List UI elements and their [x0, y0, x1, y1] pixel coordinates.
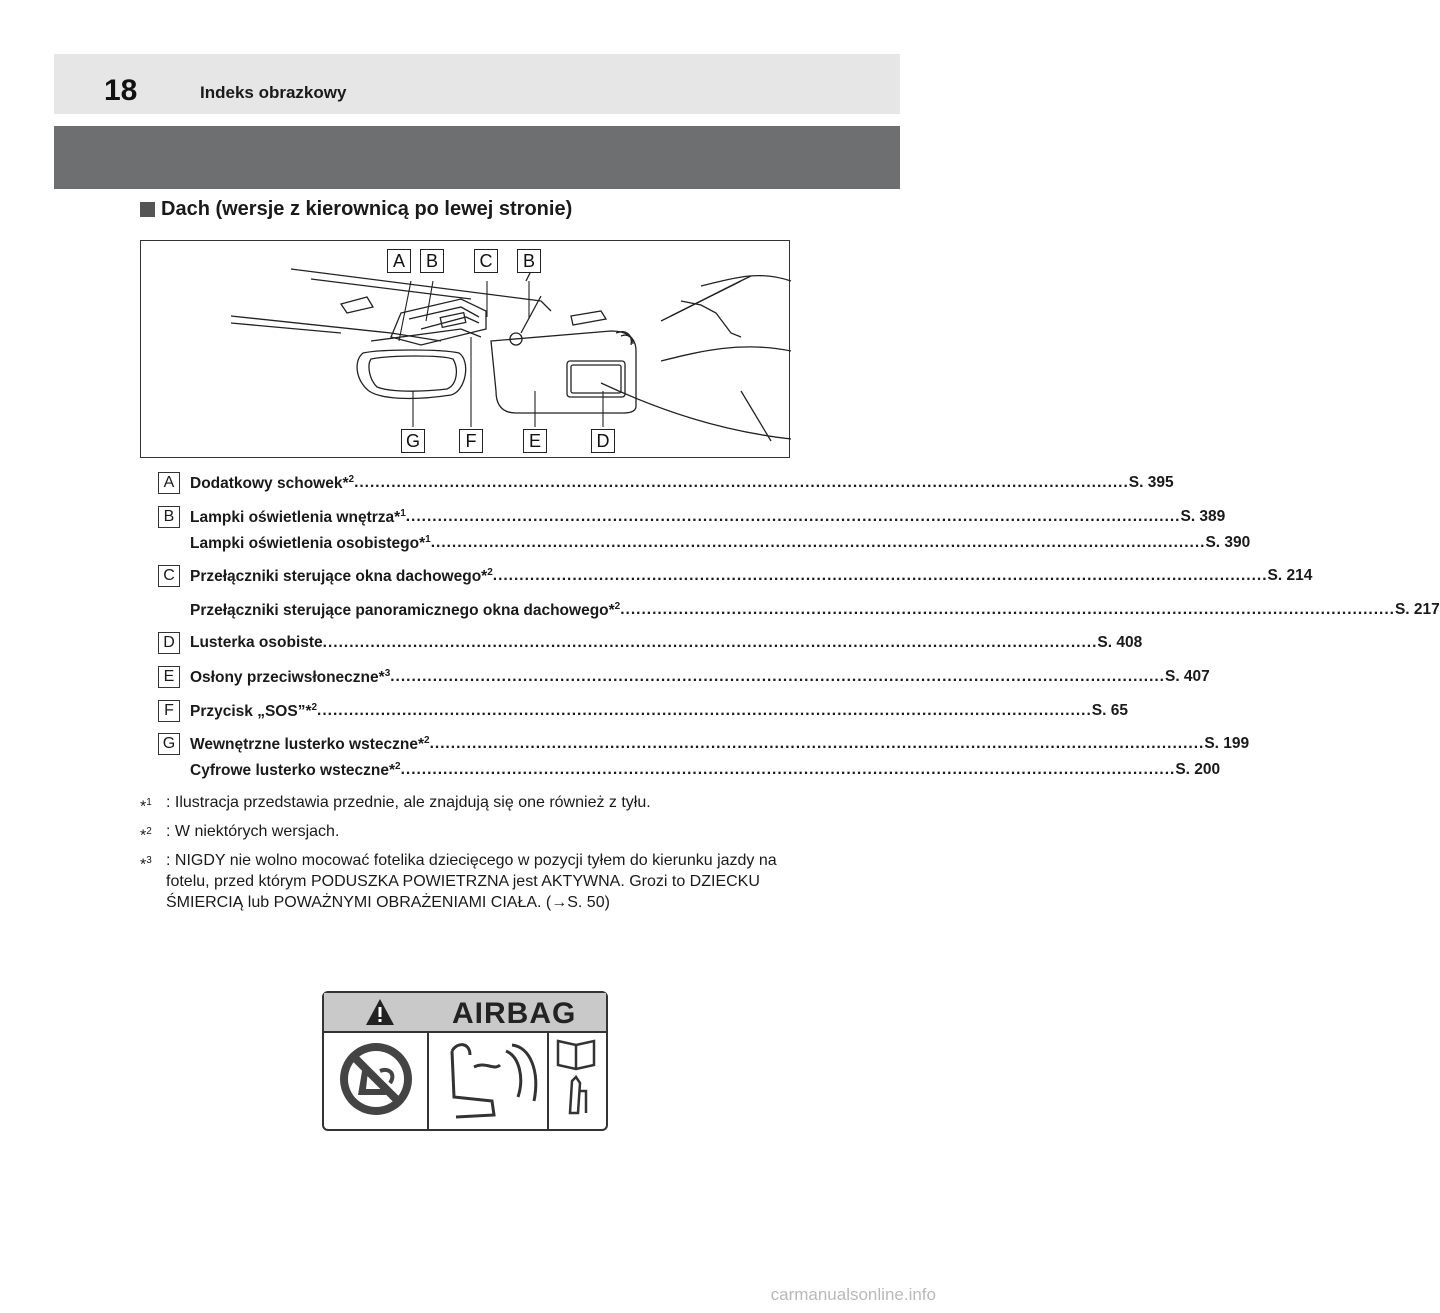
page-reference: S. 65	[1091, 702, 1128, 719]
legend-row	[158, 733, 1250, 757]
page-reference: S. 389	[1180, 508, 1226, 525]
legend-row	[158, 666, 1210, 690]
legend-label: Lampki oświetlenia wnętrza*$^1$	[190, 508, 406, 527]
footnote-mark: *$^2$	[140, 826, 152, 845]
page-reference: S. 217	[1394, 601, 1440, 618]
legend-key-badge: C	[158, 565, 180, 587]
legend-entry	[190, 567, 1313, 586]
legend-key-badge: B	[158, 506, 180, 528]
legend-label: Przycisk „SOS”*$^2$	[190, 702, 318, 721]
legend-entry	[190, 702, 1128, 721]
callout-a: A	[387, 249, 411, 273]
legend-row	[158, 632, 1143, 656]
footnote-mark: *$^3$	[140, 855, 152, 874]
legend-label: Przełączniki sterujące okna dachowego*$^2$	[190, 567, 493, 586]
roof-illustration	[141, 241, 791, 459]
section-heading-text: Dach (wersje z kierownicą po lewej stronie)	[161, 198, 573, 220]
callout-c: C	[474, 249, 498, 273]
legend-label: Osłony przeciwsłoneczne*$^3$	[190, 668, 391, 687]
legend-key-badge: A	[158, 472, 180, 494]
callout-f: F	[459, 429, 483, 453]
seat-airbag-icon	[452, 1045, 536, 1117]
legend-label: Wewnętrzne lusterko wsteczne*$^2$	[190, 735, 430, 754]
legend-label: Lusterka osobiste	[190, 634, 323, 651]
airbag-warning-label	[322, 991, 608, 1131]
callout-d: D	[591, 429, 615, 453]
footnote-mark: *$^1$	[140, 797, 152, 816]
leader-dots: ..................................................................................................................................................	[354, 474, 1129, 491]
no-rear-facing-seat-icon	[340, 1043, 412, 1115]
legend-row	[158, 759, 1221, 783]
leader-dots: ..................................................................................................................................................	[492, 567, 1268, 584]
footnotes	[140, 792, 780, 921]
callout-b: B	[420, 249, 444, 273]
callout-e: E	[523, 429, 547, 453]
roof-diagram	[140, 240, 790, 458]
legend-entry	[190, 474, 1174, 493]
leader-dots: ..................................................................................................................................................	[322, 634, 1098, 651]
footnote-1	[140, 792, 780, 816]
legend-row	[158, 472, 1174, 496]
page-reference: S. 214	[1267, 567, 1313, 584]
callout-g: G	[401, 429, 425, 453]
leader-dots: ..................................................................................................................................................	[400, 761, 1176, 778]
leader-dots: ..................................................................................................................................................	[620, 601, 1395, 618]
legend-entry	[190, 735, 1250, 754]
legend-key-badge: E	[158, 666, 180, 688]
footnote-text: : W niektórych wersjach.	[166, 823, 340, 840]
legend-key-badge: F	[158, 700, 180, 722]
square-bullet-icon	[140, 202, 155, 217]
header-bar	[54, 54, 900, 114]
legend-entry	[190, 761, 1221, 780]
page-reference: S. 390	[1205, 534, 1251, 551]
callout-b-second: B	[517, 249, 541, 273]
legend-label: Cyfrowe lusterko wsteczne*$^2$	[190, 761, 401, 780]
legend-entry	[190, 634, 1143, 652]
page-reference: S. 407	[1164, 668, 1210, 685]
leader-dots: ..................................................................................................................................................	[390, 668, 1165, 685]
header-band	[54, 126, 900, 189]
leader-dots: ..................................................................................................................................................	[405, 508, 1181, 525]
warning-triangle-icon	[364, 997, 396, 1027]
legend-row	[158, 506, 1226, 530]
legend-row	[158, 565, 1313, 589]
leader-dots: ..................................................................................................................................................	[430, 534, 1206, 551]
legend-row	[158, 700, 1128, 724]
airbag-title: AIRBAG	[452, 997, 577, 1030]
airbag-pictograms	[324, 1031, 606, 1129]
page-reference: S. 199	[1204, 735, 1250, 752]
legend-key-badge: D	[158, 632, 180, 654]
page-reference: S. 395	[1128, 474, 1174, 491]
legend-label: Dodatkowy schowek*$^2$	[190, 474, 355, 493]
legend-entry	[190, 508, 1226, 527]
page-number: 18	[104, 74, 138, 107]
legend-entry	[190, 534, 1251, 553]
page-header-title: Indeks obrazkowy	[200, 83, 347, 102]
leader-dots: ..................................................................................................................................................	[429, 735, 1205, 752]
legend-entry	[190, 601, 1440, 620]
legend-key-badge: G	[158, 733, 180, 755]
page-reference: S. 408	[1097, 634, 1143, 651]
footnote-2	[140, 821, 780, 845]
footnote-text: : Ilustracja przedstawia przednie, ale znajdują się one również z tyłu.	[166, 794, 651, 811]
footnote-text: : NIGDY nie wolno mocować fotelika dziecięcego w pozycji tyłem do kierunku jazdy na fotelu, przed którym PODUSZKA POWIETRZNA jest AKTYWNA. Grozi to DZIECKU ŚMIERCIĄ lub POWAŻNYMI OBRAŻENIAMI CIAŁA. (→S. 50)	[166, 852, 777, 911]
footnote-3	[140, 850, 780, 913]
page-reference: S. 200	[1175, 761, 1221, 778]
legend-label: Lampki oświetlenia osobistego*$^1$	[190, 534, 431, 553]
section-heading	[140, 198, 572, 221]
manual-icon	[558, 1041, 594, 1113]
legend-entry	[190, 668, 1210, 687]
legend-label: Przełączniki sterujące panoramicznego okna dachowego*$^2$	[190, 601, 621, 620]
leader-dots: ..................................................................................................................................................	[317, 702, 1092, 719]
legend-row	[158, 599, 1440, 623]
legend-row	[158, 532, 1251, 556]
watermark: carmanualsonline.info	[770, 1285, 936, 1304]
